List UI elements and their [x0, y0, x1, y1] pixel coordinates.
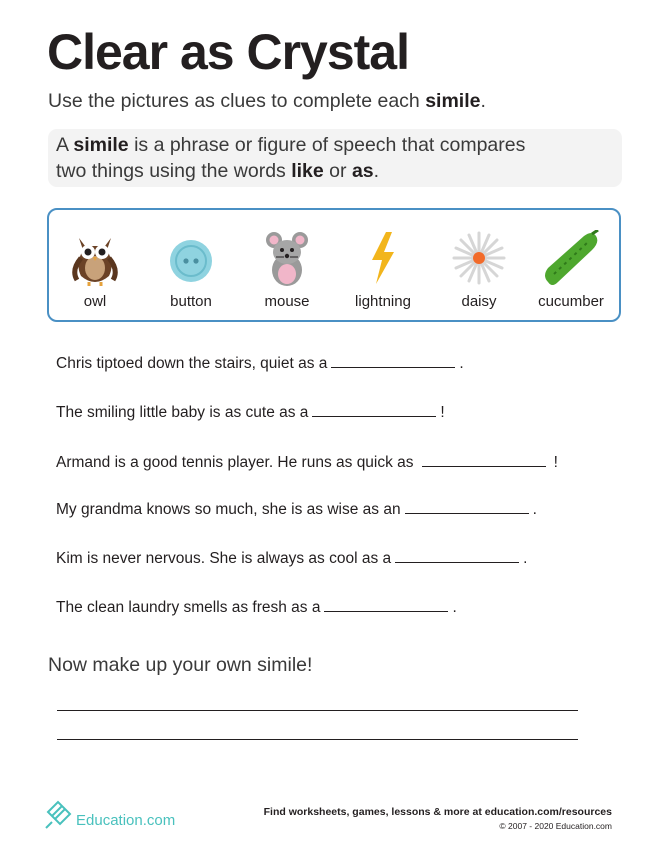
- sentence-text: Kim is never nervous. She is always as cool as a: [56, 550, 392, 567]
- instructions-keyword: simile: [425, 90, 481, 112]
- sentence-1: [56, 353, 464, 374]
- answer-blank[interactable]: [405, 499, 529, 514]
- answer-blank[interactable]: [331, 353, 455, 368]
- word-bank-label: owl: [83, 293, 107, 310]
- footer-copyright: © 2007 - 2020 Education.com: [499, 821, 612, 831]
- word-bank-label: button: [170, 293, 212, 310]
- answer-blank[interactable]: [395, 548, 519, 563]
- sentence-text: The clean laundry smells as fresh as a: [56, 599, 321, 616]
- word-bank-item-cucumber: [525, 210, 617, 320]
- definition-part: A: [56, 134, 74, 156]
- brand-name: Education.com: [76, 812, 176, 829]
- sentence-text: The smiling little baby is as cute as a: [56, 404, 309, 421]
- sentence-end: .: [452, 599, 457, 616]
- definition-keyword-like: like: [291, 160, 324, 182]
- sentence-5: [56, 548, 527, 569]
- word-bank-label: lightning: [355, 293, 411, 310]
- word-bank-label: daisy: [461, 293, 497, 310]
- word-bank-item-owl: [49, 210, 141, 320]
- sentence-text: My grandma knows so much, she is as wise as an: [56, 501, 401, 518]
- button-icon: [167, 237, 215, 285]
- sentence-end: .: [459, 355, 464, 372]
- instructions-text: Use the pictures as clues to complete each: [48, 90, 426, 112]
- sentence-2: [56, 402, 445, 423]
- own-simile-prompt: Now make up your own simile!: [48, 654, 313, 676]
- definition-part: or: [323, 160, 352, 182]
- word-bank-item-button: [145, 210, 237, 320]
- lightning-icon: [368, 230, 398, 286]
- mouse-icon: [262, 230, 312, 288]
- definition-part: .: [373, 160, 380, 182]
- instructions-end: .: [480, 90, 486, 112]
- pencil-logo-icon: [44, 800, 74, 830]
- definition-term: simile: [73, 134, 129, 156]
- sentence-text: Chris tiptoed down the stairs, quiet as a: [56, 355, 328, 372]
- sentence-text: Armand is a good tennis player. He runs as quick as: [56, 454, 414, 471]
- sentence-end: !: [440, 404, 445, 421]
- word-bank-label: mouse: [264, 293, 310, 310]
- word-bank-label: cucumber: [538, 293, 604, 310]
- sentence-6: [56, 597, 457, 618]
- sentence-end: .: [532, 501, 537, 518]
- instructions: [48, 88, 486, 114]
- writing-line-1[interactable]: [57, 710, 578, 711]
- answer-blank[interactable]: [324, 597, 448, 612]
- word-bank-item-mouse: [241, 210, 333, 320]
- cucumber-icon: [540, 230, 602, 288]
- word-bank-item-daisy: [433, 210, 525, 320]
- sentence-end: !: [553, 454, 558, 471]
- definition-box: [48, 129, 622, 187]
- word-bank-item-lightning: [337, 210, 429, 320]
- definition-part: is a phrase or figure of speech that compares: [128, 134, 526, 156]
- sentence-4: [56, 499, 537, 520]
- footer-tagline: Find worksheets, games, lessons & more at education.com/resources: [263, 806, 612, 818]
- answer-blank[interactable]: [312, 402, 436, 417]
- answer-blank[interactable]: [422, 452, 546, 467]
- sentence-end: .: [523, 550, 528, 567]
- sentence-3: [56, 452, 558, 473]
- page-title: Clear as Crystal: [47, 24, 410, 80]
- owl-icon: [69, 230, 121, 286]
- writing-line-2[interactable]: [57, 739, 578, 740]
- daisy-icon: [451, 230, 507, 286]
- definition-text: [56, 132, 525, 184]
- definition-keyword-as: as: [351, 160, 374, 182]
- definition-part: two things using the words: [56, 160, 292, 182]
- word-bank: [47, 208, 621, 322]
